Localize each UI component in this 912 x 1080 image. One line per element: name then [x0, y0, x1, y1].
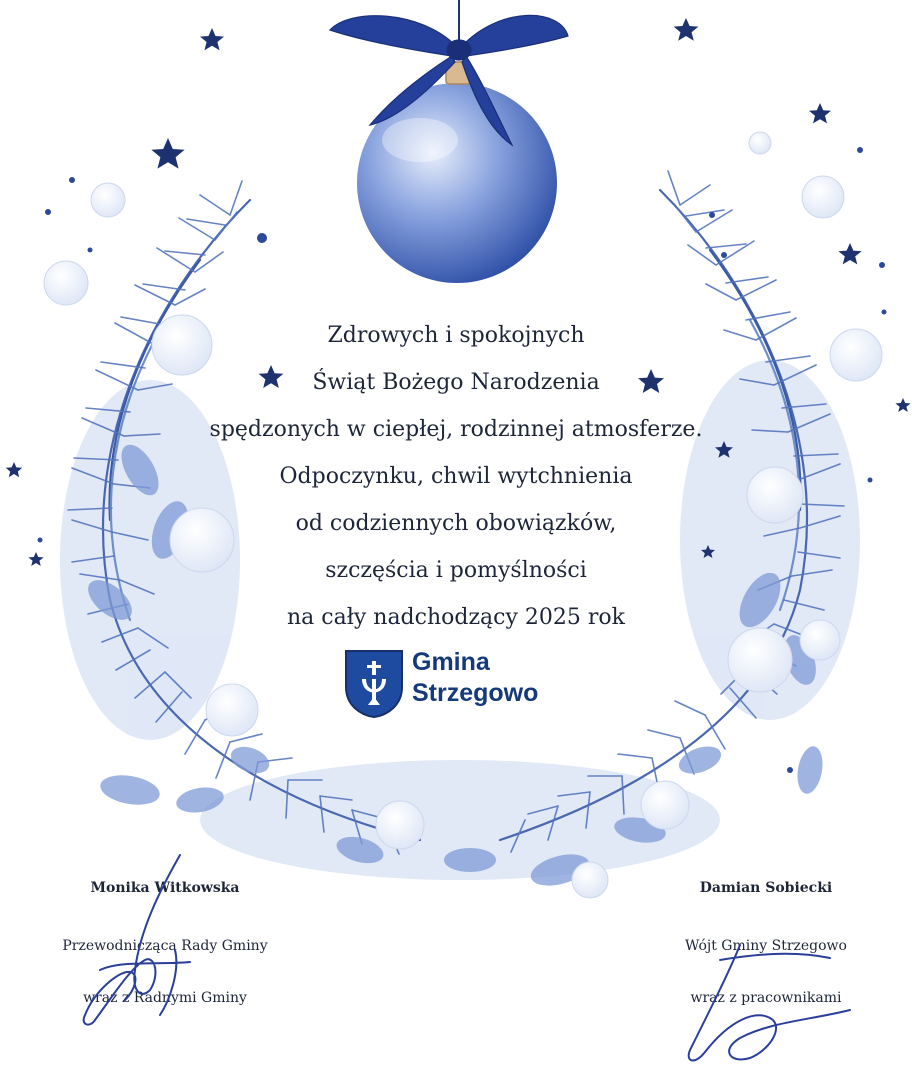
- greeting-line-6: szczęścia i pomyślności: [325, 558, 587, 583]
- greeting-line-7: na cały nadchodzący 2025 rok: [287, 605, 625, 630]
- greeting-line-5: od codziennych obowiązków,: [295, 511, 617, 536]
- gmina-name: [412, 647, 538, 709]
- signatory-name-left: Monika Witkowska: [90, 880, 240, 896]
- greeting-line-3: spędzonych w ciepłej, rodzinnej atmosferze.: [209, 417, 703, 442]
- signatory-role-right: Wójt Gminy Strzegowo: [685, 938, 847, 954]
- greeting-line-2: Świąt Bożego Narodzenia: [312, 370, 600, 395]
- signatory-with-left: wraz z Radnymi Gminy: [83, 990, 247, 1006]
- signature-scribble-icon: [660, 940, 890, 1075]
- gmina-logo: [340, 645, 600, 725]
- signatory-name-right: Damian Sobiecki: [699, 880, 833, 896]
- greeting-line-4: Odpoczynku, chwil wytchnienia: [279, 464, 633, 489]
- coat-of-arms-icon: [344, 649, 404, 719]
- signatory-role-left: Przewodnicząca Rady Gminy: [62, 938, 268, 954]
- gmina-name-line2: Strzegowo: [412, 679, 539, 707]
- gmina-name-line1: Gmina: [412, 648, 490, 676]
- greeting-line-1: Zdrowych i spokojnych: [327, 323, 585, 348]
- signatory-with-right: wraz z pracownikami: [690, 990, 842, 1006]
- greeting-text: [150, 312, 762, 641]
- signature-scribble-icon: [40, 850, 240, 1040]
